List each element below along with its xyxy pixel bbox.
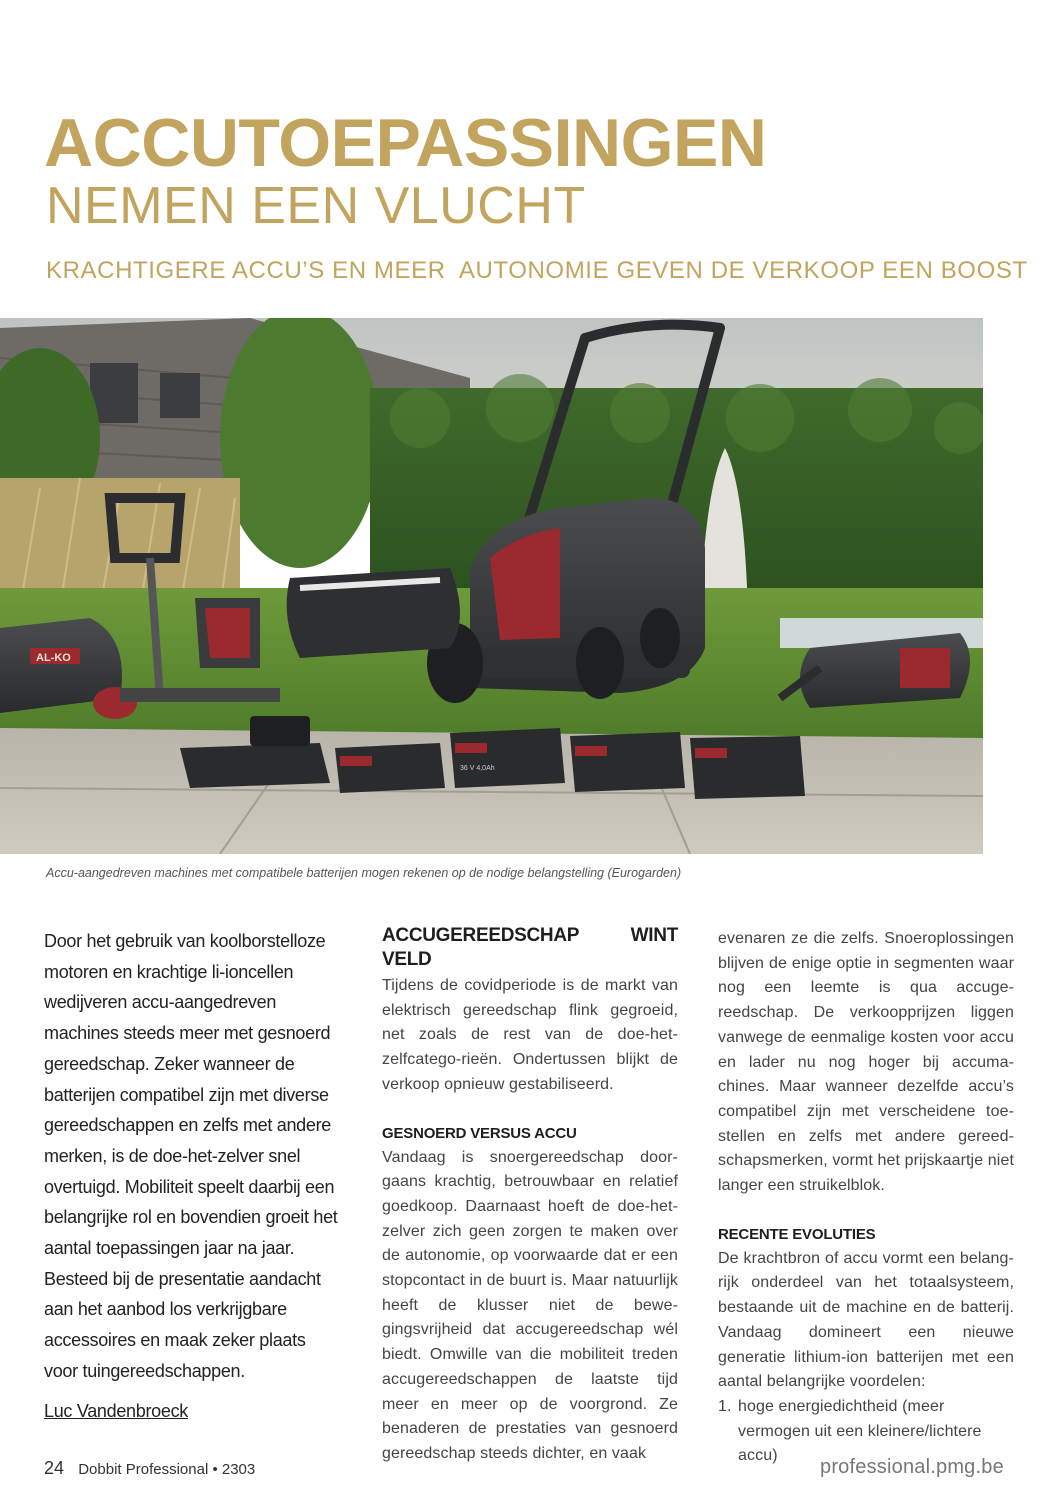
page-footer <box>44 1458 255 1479</box>
website-link[interactable]: professional.pmg.be <box>820 1456 1004 1478</box>
photo-brand-mark: AL-KO <box>36 652 71 664</box>
subsection-heading: GESNOERD VERSUS ACCU <box>382 1124 577 1142</box>
article-title: ACCUTOEPASSINGEN <box>44 105 767 181</box>
paragraph: evenaren ze die zelfs. Snoeroplossingen blijven de enige optie in segmenten waar nog een leemte is qua accuge-reedschap. De verkoopprijzen liggen vanwege de eenmalige kosten voor accu en lader nu nog hoger bij accuma-chines. Maar wanneer dezelfde accu’s compatibel zijn met verscheidene toe-stellen en zelfs met andere gereed-schapsmerken, vormt het prijskaartje niet langer een struikelblok. <box>718 930 1014 1195</box>
paragraph: Tijdens de covidperiode is de markt van elektrisch gereedschap flink gegroeid, net zoals de rest van de doe-het-zelfcatego-rieën. Ondertussen blijkt de verkoop opnieuw gestabiliseerd. <box>382 977 678 1093</box>
garden-tools-illustration <box>0 318 983 854</box>
page-number: 24 <box>44 1458 65 1478</box>
article-subtitle: NEMEN EEN VLUCHT <box>46 177 586 235</box>
paragraph: Vandaag is snoergereedschap door-gaans krachtig, betrouwbaar en relatief goedkoop. Daarnaast hoeft de doe-het-zelver zich geen zorgen te maken over de autonomie, op voorwaarde dat er een stopcontact in de buurt is. Maar natuurlijk heeft de klusser niet de bewe-gingsvrijheid dat accugereedschap wél biedt. Omwille van die mobiliteit treden accugereedschappen de laatste tijd meer en meer op de voorgrond. Ze benaderen de prestaties van gesnoerd gereedschap steeds dichter, en vaak <box>382 1148 679 1462</box>
hero-photo <box>0 318 983 854</box>
article-column-2 <box>382 924 678 1467</box>
photo-caption: Accu-aangedreven machines met compatibele batterijen mogen rekenen op de nodige belangstelling (Eurogarden) <box>46 866 682 880</box>
list-item-text: hoge energiedichtheid (meer vermogen uit een kleinere/lichtere accu) <box>738 1397 982 1465</box>
subsection-heading: RECENTE EVOLUTIES <box>718 1225 876 1243</box>
intro-text: Door het gebruik van koolborstelloze motoren en krachtige li-ioncellen wedijveren accu-aangedreven machines steeds meer met gesnoerd gereedschap. Zeker wanneer de batterijen compatibel zijn met diverse gereedschappen en zelfs met andere merken, is de doe-het-zelver snel overtuigd. Mobiliteit speelt daarbij een belangrijke rol en bovendien groeit het aantal toepassingen jaar na jaar. Besteed bij de presentatie aandacht aan het aanbod los verkrijgbare accessoires en maak zeker plaats voor tuingereedschappen. <box>44 931 338 1381</box>
intro-paragraph <box>44 926 340 1387</box>
battery-label: 36 V 4,0Ah <box>460 765 495 772</box>
publication-name: Dobbit Professional • 2303 <box>78 1461 256 1478</box>
author-link[interactable]: Luc Vandenbroeck <box>44 1401 188 1421</box>
article-kicker: KRACHTIGERE ACCU’S EN MEER AUTONOMIE GEVEN DE VERKOOP EEN BOOST <box>46 257 1028 284</box>
article-column-3 <box>718 927 1014 1469</box>
section-heading: ACCUGEREEDSCHAP WINT VELD <box>382 925 678 970</box>
paragraph: De krachtbron of accu vormt een belang-rijk onderdeel van het totaalsysteem, bestaande uit de machine en de batterij. Vandaag domineert een nieuwe generatie lithium-ion batterijen met een aantal belangrijke voordelen: <box>718 1249 1014 1391</box>
list-item-number: 1. <box>718 1397 732 1415</box>
